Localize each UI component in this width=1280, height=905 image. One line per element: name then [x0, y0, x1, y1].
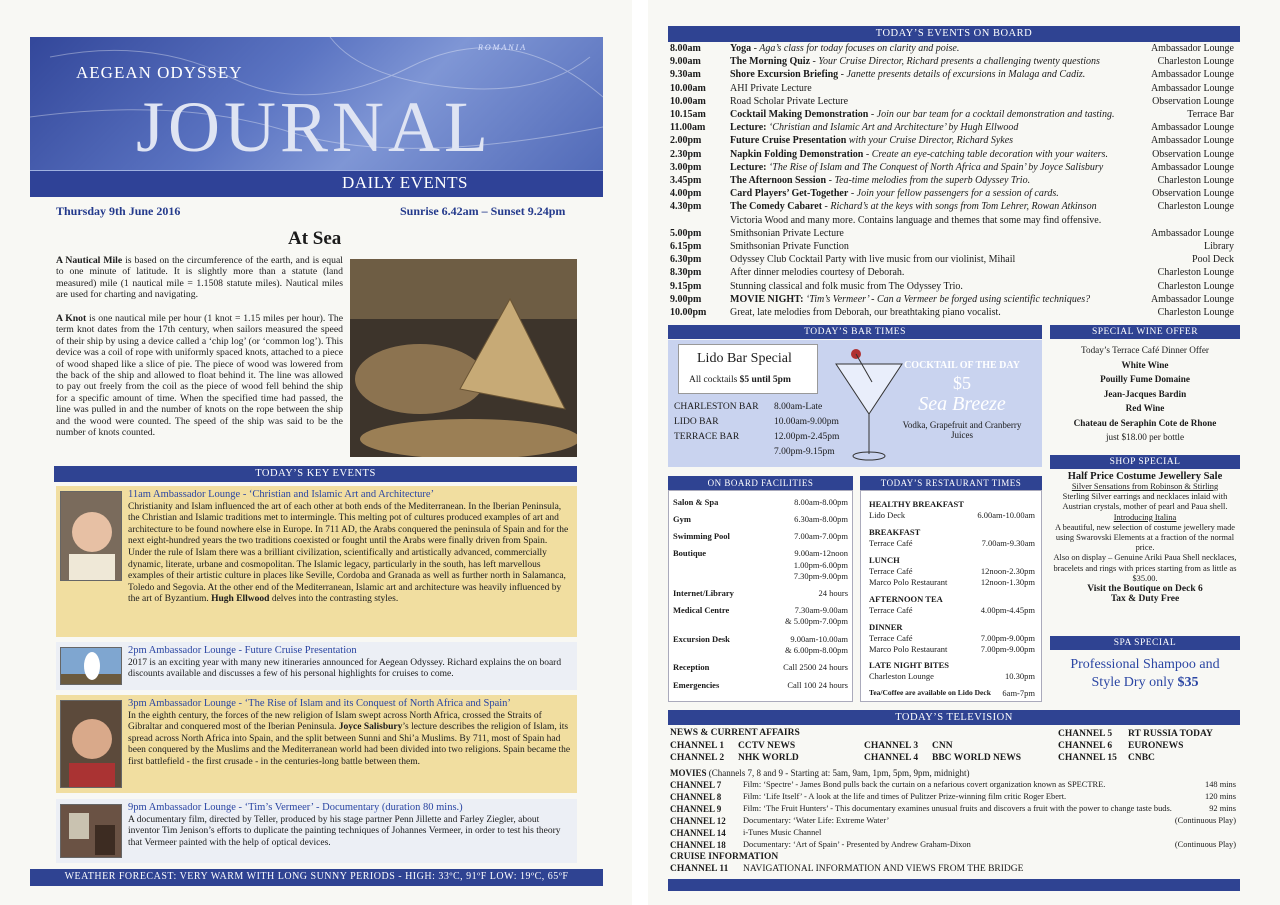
event-detail: AHI Private Lecture	[730, 82, 812, 94]
lido-bar-special	[678, 344, 818, 394]
event-subheading: - ‘The Rise of Islam and its Conquest of North Africa and Spain’	[235, 698, 511, 709]
event-location: Charleston Lounge	[1157, 56, 1234, 68]
map-label: ROMANIA	[478, 43, 528, 52]
movie-duration: 148 mins	[1205, 780, 1236, 789]
event-speaker: Hugh Ellwood	[211, 594, 270, 605]
facilities-band: ON BOARD FACILITIES	[668, 476, 853, 490]
facility-name: Gym	[673, 514, 691, 524]
spa-band: SPA SPECIAL	[1050, 636, 1240, 650]
cocktail-of-day-label: COCKTAIL OF THE DAY	[904, 360, 1020, 371]
masthead-subtitle: DAILY EVENTS	[342, 173, 468, 192]
movie-channel: CHANNEL 8	[670, 792, 722, 802]
restaurant-venue: Terrace Café	[869, 566, 913, 576]
bar-hours: 8.00am-Late	[774, 402, 823, 412]
event-row	[670, 68, 1236, 81]
cocktail-price: $5	[953, 373, 971, 393]
event-time: 4.30pm	[670, 201, 702, 213]
facility-name: Salon & Spa	[673, 497, 719, 507]
restaurant-venue: Terrace Café	[869, 538, 913, 548]
event-row	[670, 42, 1236, 55]
event-detail: - Join our bar team for a cocktail demonstration and tasting.	[870, 109, 1115, 120]
shop-headline: Half Price Costume Jewellery Sale	[1067, 471, 1223, 482]
red-wine-name: Chateau de Seraphin Cote de Rhone	[1073, 417, 1217, 428]
event-subheading: - ‘Tim’s Vermeer’ - Documentary (duration 80 mins.)	[235, 802, 463, 813]
event-location: Observation Lounge	[1152, 148, 1234, 160]
movie-duration: (Continuous Play)	[1174, 840, 1236, 849]
event-detail: Smithsonian Private Function	[730, 241, 849, 252]
facility-name: Internet/Library	[673, 588, 734, 598]
wine-intro: Today’s Terrace Café Dinner Offer	[1081, 345, 1209, 355]
event-body: 2017 is an exciting year with many new itineraries announced for Aegean Odyssey. Richard explains the on board discounts available and discusses a few of his personal highlights for cruises to come.	[128, 657, 562, 680]
facility-hours: Call 2500 24 hours	[783, 662, 848, 672]
restaurant-hours: 12noon-2.30pm	[980, 566, 1035, 576]
event-location: Charleston Lounge	[1157, 175, 1234, 186]
event-speaker: Joyce Salisbury	[338, 722, 403, 733]
event-description	[730, 148, 1108, 161]
event-title: The Comedy Cabaret	[730, 201, 823, 213]
event-title: Lecture:	[730, 161, 767, 173]
cruise-info-row: CHANNEL 11 NAVIGATIONAL INFORMATION AND VIEWS FROM THE BRIDGE	[670, 864, 1024, 874]
event-time: 10.00pm	[670, 307, 707, 318]
white-wine-producer: Jean-Jacques Bardin	[1103, 388, 1187, 399]
facility-name: Emergencies	[673, 680, 720, 690]
masthead-bar	[30, 170, 603, 197]
shop-tax-free: Tax & Duty Free	[1110, 594, 1180, 605]
event-time: 10.15am	[670, 109, 706, 120]
bar-hours: 10.00am-9.00pm	[774, 417, 839, 427]
event-location: Terrace Bar	[1187, 109, 1234, 120]
event-location: Ambassador Lounge	[1150, 69, 1234, 81]
event-location: Ambassador Lounge	[1150, 82, 1234, 94]
event-title: Lecture:	[730, 122, 767, 134]
facility-hours: 6.30am-8.00pm	[794, 514, 848, 524]
event-subheading: - Future Cruise Presentation	[235, 645, 357, 656]
restaurant-venue: AFTERNOON TEA	[869, 594, 943, 604]
event-description	[730, 108, 1114, 121]
facilities-panel	[668, 490, 853, 702]
event-time: 4.00pm	[670, 188, 702, 200]
wine-band: SPECIAL WINE OFFER	[1050, 325, 1240, 339]
red-wine-label: Red Wine	[1125, 403, 1165, 413]
event-detail: Smithsonian Private Lecture	[730, 227, 844, 239]
restaurant-hours: 7.00pm-9.00pm	[980, 644, 1035, 654]
event-detail: Stunning classical and folk music from The Odyssey Trio.	[730, 280, 963, 292]
channel-number: CHANNEL 1	[670, 741, 725, 751]
weather-forecast: WEATHER FORECAST: VERY WARM WITH LONG SUNNY PERIODS - HIGH: 33ºC, 91ºF LOW: 19ºC, 65ºF	[30, 869, 603, 886]
event-detail: - Aga’s class for today focuses on clarity and poise.	[753, 43, 960, 54]
geyser-photo	[60, 647, 122, 685]
event-row	[670, 214, 1236, 227]
shop-text-1: Sterling Silver earrings and necklaces inlaid with Austrian crystals, mother of pearl and Paua shell.	[1062, 492, 1228, 512]
event-time: 10.00am	[670, 82, 706, 94]
event-row	[670, 148, 1236, 161]
channel-name: EURONEWS	[1128, 741, 1184, 751]
lido-special-text: All cocktails $5 until 5pm	[689, 375, 791, 385]
event-description	[730, 253, 1015, 266]
event-body: In the eighth century, the forces of the new religion of Islam swept across North Africa, crossed the Straits of Gibraltar and conquered most of the Iberian Peninsula.	[128, 710, 542, 733]
event-time: 9.00am	[670, 56, 701, 68]
movie-duration: (Continuous Play)	[1174, 816, 1236, 825]
shop-subheading-2: Introducing Italina	[1113, 512, 1177, 522]
event-location: Charleston Lounge	[1157, 267, 1234, 279]
event-heading: 3pm Ambassador Lounge	[128, 698, 236, 709]
event-detail: Road Scholar Private Lecture	[730, 95, 849, 107]
channel-name: RT RUSSIA TODAY	[1128, 729, 1213, 739]
chip-log-photo	[350, 259, 577, 457]
restaurant-venue: HEALTHY BREAKFAST	[869, 499, 964, 509]
facility-hours: 7.00am-7.00pm	[794, 531, 848, 541]
event-location: Charleston Lounge	[1157, 307, 1234, 318]
shop-visit: Visit the Boutique on Deck 6	[1087, 584, 1203, 595]
cocktail-description: Vodka, Grapefruit and Cranberry Juices	[902, 420, 1022, 440]
key-event-4	[56, 799, 577, 863]
wine-offer	[1050, 343, 1240, 445]
facility-hours: 8.00am-8.00pm	[794, 497, 848, 507]
restaurant-venue: Charleston Lounge	[869, 671, 934, 681]
event-detail: - Janette presents details of excursions in Malaga and Cadiz.	[840, 69, 1086, 81]
issue-date: Thursday 9th June 2016	[56, 204, 181, 218]
brand-name: AEGEAN ODYSSEY	[76, 63, 243, 82]
facility-name: Reception	[673, 662, 710, 672]
martini-glass-icon	[832, 342, 906, 464]
page-gutter	[632, 0, 648, 905]
movie-title: i-Tunes Music Channel	[743, 828, 822, 837]
event-time: 2.30pm	[670, 148, 702, 160]
event-location: Pool Deck	[1192, 254, 1234, 266]
tv-news-heading: NEWS & CURRENT AFFAIRS	[670, 728, 800, 738]
restaurant-hours: 4.00pm-4.45pm	[980, 605, 1035, 615]
channel-name: NHK WORLD	[738, 753, 799, 763]
event-description	[730, 42, 959, 55]
wine-price: just $18.00 per bottle	[1105, 432, 1185, 442]
channel-number: CHANNEL 6	[1058, 741, 1113, 751]
event-location: Ambassador Lounge	[1150, 293, 1234, 305]
event-title: The Afternoon Session	[730, 175, 827, 186]
event-title: Card Players’ Get-Together	[730, 188, 849, 200]
facility-name: Swimming Pool	[673, 531, 730, 541]
page-heading: At Sea	[288, 228, 342, 249]
event-location: Library	[1204, 241, 1234, 252]
event-body-tail: ’s lecture describes the religion of Islam, its spread across North Africa into Spain, and the split between Sunni and Shi’a Muslims. By 711, most of Spain had been conquered by the Muslims and the Mediterranean world had been divided into two religions. Spain became the first battlefield - the first crusade - in the centuries-long battle between them.	[128, 722, 571, 767]
event-description	[730, 280, 963, 293]
key-event-3	[56, 695, 577, 793]
movie-title: Documentary: ‘Art of Spain’ - Presented by Andrew Graham-Dixon	[743, 840, 971, 849]
event-time: 6.15pm	[670, 241, 702, 252]
event-detail: ‘Christian and Islamic Art and Architecture’ by Hugh Ellwood	[768, 122, 1019, 134]
event-time: 2.00pm	[670, 135, 702, 147]
speaker-photo-hugh	[60, 491, 122, 581]
event-time: 9.30am	[670, 69, 701, 81]
movie-title: Documentary: ‘Water Life: Extreme Water’	[743, 816, 890, 825]
event-row	[670, 240, 1236, 253]
bar-hours: 7.00pm-9.15pm	[774, 447, 835, 457]
footer-band	[668, 879, 1240, 891]
event-row	[670, 174, 1236, 187]
facility-hours: & 6.00pm-8.00pm	[784, 645, 848, 655]
event-heading: 2pm Ambassador Lounge	[128, 645, 236, 656]
event-description	[730, 55, 1100, 68]
event-title: Cocktail Making Demonstration	[730, 109, 869, 120]
event-row	[670, 200, 1236, 213]
event-description	[730, 200, 1097, 213]
shop-text-3: Also on display – Genuine Ariki Paua Shell necklaces, bracelets and rings with prices starting from as little as $35.00.	[1053, 553, 1237, 583]
event-time: 3.00pm	[670, 161, 702, 173]
bar-name: LIDO BAR	[674, 417, 719, 427]
event-detail: - Your Cruise Director, Richard presents a challenging twenty questions	[812, 56, 1100, 68]
tv-movies-heading: MOVIES (Channels 7, 8 and 9 - Starting at: 5am, 9am, 1pm, 5pm, 9pm, midnight)	[670, 768, 970, 778]
cruise-info-heading: CRUISE INFORMATION	[670, 852, 779, 862]
white-wine-label: White Wine	[1121, 359, 1169, 370]
restaurant-hours: 12noon-1.30pm	[980, 577, 1035, 587]
event-location: Ambassador Lounge	[1150, 227, 1234, 239]
event-description	[730, 306, 1001, 319]
movie-duration: 120 mins	[1205, 792, 1236, 801]
event-location: Ambassador Lounge	[1150, 161, 1234, 173]
intro-knot: A Knot is one nautical mile per hour (1 knot = 1.15 miles per hour). The term knot dates from the 17th century, when sailors measured the speed of their ship by using a device called a ‘chip log’ (or ‘common log’). This device was a coil of rope with uniformly spaced knots, attached to a piece of wood shaped like a slice of pie. The piece of wood was lowered from the back of the ship and allowed to float behind it. The line was allowed to pay out freely from the coil as the piece of wood fell behind the ship for a specific amount of time. When the specified time had passed, the line was pulled in and the number of knots on the rope between the ship and the wood were counted. The speed of the ship was said to be the number of knots counted.	[56, 313, 343, 439]
event-time: 8.00am	[670, 43, 701, 54]
event-row	[670, 108, 1236, 121]
event-time: 9.00pm	[670, 293, 702, 305]
event-detail: Great, late melodies from Deborah, our breathtaking piano vocalist.	[730, 307, 1001, 318]
key-event-2	[56, 642, 577, 690]
event-row	[670, 280, 1236, 293]
event-description	[730, 134, 1013, 147]
event-body: Christianity and Islam influenced the art of each other at both ends of the Mediterranean. In the Iberian Peninsula, the Christian and Islamic traditions met to intermingle. This melting pot of cultures produced examples of art and architecture to be found nowhere else in Europe. In 711 AD, the Arabs conquered the peninsula of Spain and for the next eight-hundred years the two traditions coexisted or fought until the Arabs were finally driven from Spain. Under the rule of Islam there was a brilliant civilization, scientifically and artistically advanced, commercially dynamic, literate, urbane and cosmopolitan. The Islamic legacy, particularly in the south, has left marvellous examples of their artistic culture in places like Seville, Cordoba and Granada as well as further north in Salamanca, Toledo and Segovia. At the other end of the Mediterranean, Islamic art and architecture was heavily influenced by the art of Byzantium.	[128, 501, 569, 605]
event-detail: ‘Tim’s Vermeer’ - Can a Vermeer be forged using scientific techniques?	[805, 293, 1091, 305]
event-location: Ambassador Lounge	[1150, 43, 1234, 54]
event-row	[670, 55, 1236, 68]
event-title: Future Cruise Presentation	[730, 135, 847, 147]
event-location: Observation Lounge	[1152, 95, 1234, 107]
event-title: Shore Excursion Briefing	[730, 69, 839, 81]
restaurant-venue: LUNCH	[869, 555, 900, 565]
event-time: 3.45pm	[670, 175, 702, 186]
channel-name: CCTV NEWS	[738, 741, 796, 751]
channel-name: CNBC	[1128, 753, 1155, 763]
channel-name: BBC WORLD NEWS	[932, 753, 1022, 763]
event-location: Ambassador Lounge	[1150, 135, 1234, 147]
event-time: 10.00am	[670, 95, 706, 107]
event-detail: After dinner melodies courtesy of Deborah.	[730, 267, 905, 279]
facility-hours: 24 hours	[818, 588, 848, 598]
bar-hours: 12.00pm-2.45pm	[774, 432, 840, 442]
event-row	[670, 187, 1236, 200]
restaurant-venue: Lido Deck	[869, 510, 906, 520]
event-description	[730, 161, 1103, 174]
facility-hours: 7.30pm-9.00pm	[793, 571, 848, 581]
event-detail: Odyssey Club Cocktail Party with live music from our violinist, Mihail	[730, 254, 1016, 266]
event-description	[730, 293, 1090, 306]
event-row	[670, 227, 1236, 240]
key-event-1	[56, 486, 577, 637]
event-heading: 11am Ambassador Lounge	[128, 489, 241, 500]
event-description	[730, 214, 1101, 227]
vermeer-room-photo	[60, 804, 122, 858]
shop-special	[1052, 471, 1238, 604]
intro-nautical-mile: A Nautical Mile is based on the circumference of the earth, and is equal to one minute of latitude. It is slightly more than a statute (land measured) mile (1 nautical mile = 1.1508 statute miles). Nautical miles are used for charting and navigating.	[56, 255, 343, 301]
movie-channel: CHANNEL 18	[670, 840, 726, 850]
event-row	[670, 253, 1236, 266]
restaurant-venue: Marco Polo Restaurant	[869, 644, 948, 654]
restaurant-venue: Terrace Café	[869, 633, 913, 643]
event-time: 5.00pm	[670, 227, 702, 239]
event-location: Ambassador Lounge	[1150, 122, 1234, 134]
restaurant-hours: 7.00pm-9.00pm	[980, 633, 1035, 643]
event-description	[730, 82, 812, 95]
facility-hours: Call 100 24 hours	[787, 680, 848, 690]
event-location: Charleston Lounge	[1157, 201, 1234, 213]
event-row	[670, 121, 1236, 134]
facility-hours: 7.30am-9.00am	[794, 605, 848, 615]
event-time: 8.30pm	[670, 267, 702, 279]
restaurant-panel	[860, 490, 1042, 702]
speaker-photo-joyce	[60, 700, 122, 788]
event-row	[670, 95, 1236, 108]
event-heading: 9pm Ambassador Lounge	[128, 802, 236, 813]
facility-hours: 1.00pm-6.00pm	[793, 560, 848, 570]
movie-channel: CHANNEL 12	[670, 816, 726, 826]
movie-duration: 92 mins	[1209, 804, 1236, 813]
movie-title: Film: ‘Life Itself’ - A look at the life and times of Pulitzer Prize-winning film critic Roger Ebert.	[743, 792, 1067, 801]
white-wine-name: Pouilly Fume Domaine	[1100, 374, 1190, 384]
channel-number: CHANNEL 4	[864, 753, 919, 763]
event-row	[670, 82, 1236, 95]
channel-number: CHANNEL 15	[1058, 753, 1117, 763]
event-title: MOVIE NIGHT:	[730, 293, 804, 305]
movie-channel: CHANNEL 9	[670, 804, 722, 814]
event-location: Observation Lounge	[1152, 188, 1234, 200]
facility-name: Boutique	[673, 548, 707, 558]
restaurant-venue: Terrace Café	[869, 605, 913, 615]
event-description	[730, 95, 848, 108]
event-description	[730, 240, 849, 253]
event-time: 11.00am	[670, 122, 706, 134]
event-detail: ‘The Rise of Islam and The Conquest of North Africa and Spain’ by Joyce Salisbury	[768, 161, 1104, 173]
movie-channel: CHANNEL 7	[670, 780, 722, 790]
facility-hours: & 5.00pm-7.00pm	[784, 616, 848, 626]
lido-special-title: Lido Bar Special	[697, 351, 792, 366]
movie-channel: CHANNEL 14	[670, 828, 726, 838]
facility-name: Excursion Desk	[673, 634, 730, 644]
tv-band: TODAY’S TELEVISION	[668, 710, 1240, 725]
event-detail: - Join your fellow passengers for a session of cards.	[850, 188, 1059, 200]
shop-band: SHOP SPECIAL	[1050, 455, 1240, 469]
event-location: Charleston Lounge	[1157, 280, 1234, 292]
spa-line-1: Professional Shampoo and	[1070, 657, 1220, 672]
channel-name: CNN	[932, 741, 953, 751]
cocktail-name: Sea Breeze	[918, 393, 1006, 415]
event-detail: Victoria Wood and many more. Contains language and themes that some may find offensive.	[730, 214, 1102, 226]
event-title: The Morning Quiz	[730, 56, 811, 68]
journal-title: JOURNAL	[136, 87, 493, 167]
spa-special	[1050, 656, 1240, 692]
shop-subheading: Silver Sensations from Robinson & Stirling	[1071, 482, 1219, 491]
restaurant-band: TODAY’S RESTAURANT TIMES	[860, 476, 1042, 490]
shop-text-2: A beautiful, new selection of costume jewellery made using Swarovski Elements at a fraction of the normal price.	[1054, 522, 1235, 553]
bar-times-band: TODAY’S BAR TIMES	[668, 325, 1042, 339]
sunrise-sunset: Sunrise 6.42am – Sunset 9.24pm	[400, 204, 566, 218]
restaurant-hours: 10.30pm	[1005, 671, 1035, 681]
facility-hours: 9.00am-12noon	[794, 548, 848, 558]
restaurant-venue: LATE NIGHT BITES	[869, 660, 949, 670]
movie-title: Film: ‘The Fruit Hunters’ - This documentary examines unusual fruits and discovers a fruit with the power to change taste buds.	[743, 804, 1172, 813]
event-time: 9.15pm	[670, 280, 702, 292]
event-description	[730, 266, 904, 279]
event-description	[730, 68, 1085, 81]
restaurant-hours: 6.00am-10.00am	[977, 510, 1035, 520]
bar-name: CHARLESTON BAR	[674, 402, 759, 412]
key-events-band: TODAY’S KEY EVENTS	[54, 466, 577, 482]
event-title: Yoga	[730, 43, 752, 54]
event-row	[670, 161, 1236, 174]
events-band: TODAY’S EVENTS ON BOARD	[668, 26, 1240, 42]
movie-title: Film: ‘Spectre’ - James Bond pulls back the curtain on a nefarious covert organization known as SPECTRE.	[743, 780, 1106, 789]
event-body-tail: delves into the contrasting styles.	[269, 594, 399, 605]
masthead	[30, 37, 603, 197]
event-description	[730, 187, 1059, 200]
restaurant-venue: DINNER	[869, 622, 903, 632]
event-detail: - Tea-time melodies from the superb Odyssey Trio.	[828, 175, 1031, 186]
restaurant-venue: Marco Polo Restaurant	[869, 577, 948, 587]
event-row	[670, 306, 1236, 319]
event-detail: - Create an eye-catching table decoration with your waiters.	[865, 148, 1108, 160]
restaurant-hours: 7.00am-9.30am	[981, 538, 1035, 548]
event-row	[670, 266, 1236, 279]
event-title: Napkin Folding Demonstration	[730, 148, 864, 160]
event-detail: - Richard’s at the keys with songs from Tom Lehrer, Rowan Atkinson	[824, 201, 1097, 213]
event-detail: with your Cruise Director, Richard Sykes	[848, 135, 1014, 147]
restaurant-venue: BREAKFAST	[869, 527, 921, 537]
channel-number: CHANNEL 2	[670, 753, 725, 763]
event-row	[670, 293, 1236, 306]
event-body: A documentary film, directed by Teller, produced by his stage partner Penn Jillette and Farley Ziegler, about inventor Tim Jenison’s efforts to duplicate the painting techniques of Johannes Vermeer, in order to test his theory that Vermeer painted with the help of optical devices.	[128, 814, 561, 848]
restaurant-hours: 6am-7pm	[1002, 688, 1035, 698]
event-subheading: - ‘Christian and Islamic Art and Architecture’	[240, 489, 435, 500]
event-time: 6.30pm	[670, 254, 702, 266]
spa-line-2: Style Dry only $35	[1091, 675, 1199, 690]
event-description	[730, 121, 1018, 134]
event-row	[670, 134, 1236, 147]
bar-name: TERRACE BAR	[674, 432, 740, 442]
event-description	[730, 174, 1030, 187]
bar-times-panel	[668, 340, 1042, 467]
facility-name: Medical Centre	[673, 605, 730, 615]
event-description	[730, 227, 844, 240]
channel-number: CHANNEL 5	[1058, 729, 1113, 739]
restaurant-venue: Tea/Coffee are available on Lido Deck	[869, 688, 991, 697]
channel-number: CHANNEL 3	[864, 741, 919, 751]
facility-hours: 9.00am-10.00am	[790, 634, 848, 644]
